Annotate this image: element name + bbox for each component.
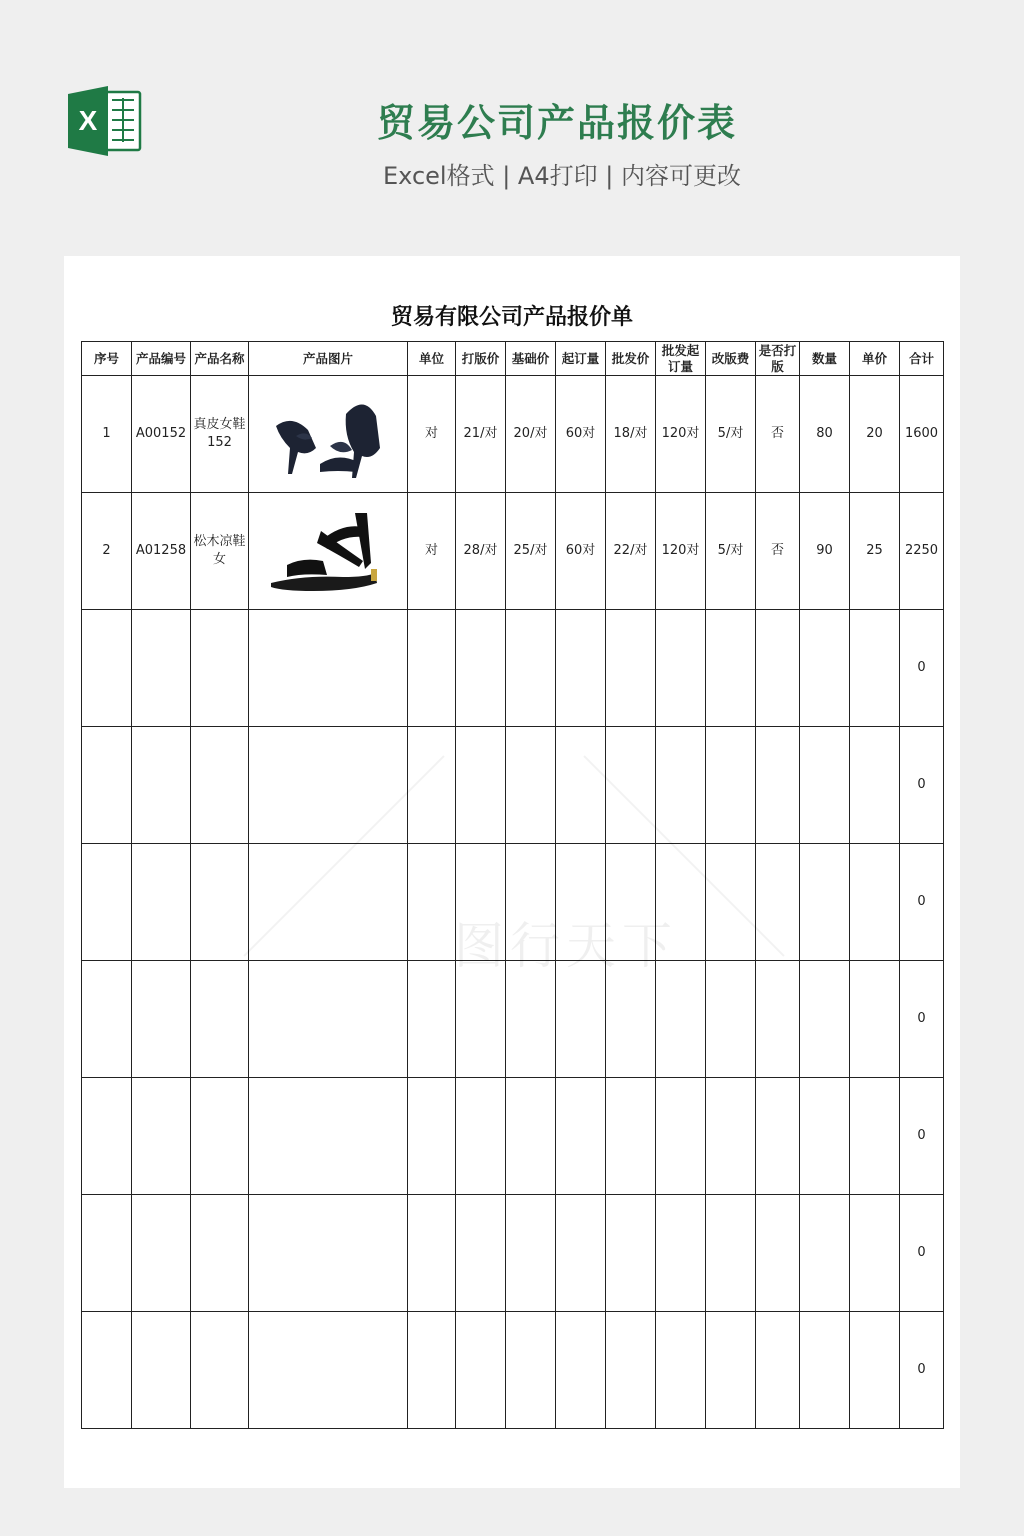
wholesale-price: 18/对 bbox=[613, 426, 648, 441]
product-image-cell[interactable] bbox=[249, 1195, 408, 1312]
unit-price: 25 bbox=[866, 543, 883, 558]
unit-price: 20 bbox=[866, 426, 883, 441]
sample-price-cell[interactable] bbox=[456, 844, 506, 961]
product-image-cell[interactable] bbox=[249, 727, 408, 844]
table-row bbox=[82, 1312, 944, 1429]
quantity-cell[interactable] bbox=[800, 961, 850, 1078]
unit: 对 bbox=[424, 543, 438, 558]
sample-price-cell[interactable] bbox=[456, 1312, 506, 1429]
sampling-flag-cell[interactable] bbox=[756, 1078, 800, 1195]
quote-table bbox=[81, 341, 944, 1429]
sampling-flag-cell[interactable] bbox=[756, 1195, 800, 1312]
row-number-cell[interactable] bbox=[82, 961, 132, 1078]
row-number: 1 bbox=[102, 426, 111, 441]
col-header: 基础价 bbox=[506, 342, 556, 376]
product-image-cell[interactable] bbox=[249, 493, 408, 610]
col-header: 单位 bbox=[408, 342, 456, 376]
base-price-cell[interactable] bbox=[506, 610, 556, 727]
wholesale-price-cell[interactable] bbox=[606, 1195, 656, 1312]
quantity-cell[interactable] bbox=[800, 376, 850, 493]
revision-fee-cell[interactable] bbox=[706, 727, 756, 844]
revision-fee-cell[interactable] bbox=[706, 961, 756, 1078]
col-header: 改版费 bbox=[706, 342, 756, 376]
revision-fee-cell[interactable] bbox=[706, 844, 756, 961]
row-number-cell[interactable] bbox=[82, 1078, 132, 1195]
min-order-cell[interactable] bbox=[556, 1312, 606, 1429]
row-total-cell[interactable] bbox=[900, 1312, 944, 1429]
unit-cell[interactable] bbox=[408, 376, 456, 493]
product-code-cell[interactable] bbox=[132, 1312, 191, 1429]
wholesale-min-order-cell[interactable] bbox=[656, 493, 706, 610]
sampling-flag-cell[interactable] bbox=[756, 376, 800, 493]
min-order-cell[interactable] bbox=[556, 493, 606, 610]
sheet-title: 贸易有限公司产品报价单 bbox=[390, 305, 633, 330]
product-code: A00152 bbox=[135, 426, 187, 441]
col-header: 产品图片 bbox=[249, 342, 408, 376]
col-header: 批发起订量 bbox=[656, 342, 706, 376]
unit-cell[interactable] bbox=[408, 1312, 456, 1429]
sample-price-cell[interactable] bbox=[456, 727, 506, 844]
product-code-cell[interactable] bbox=[132, 493, 191, 610]
wholesale-price-cell[interactable] bbox=[606, 727, 656, 844]
row-number-cell[interactable] bbox=[82, 1195, 132, 1312]
sampling-flag-cell[interactable] bbox=[756, 961, 800, 1078]
page-title: 贸易公司产品报价表 bbox=[376, 101, 737, 145]
base-price-cell[interactable] bbox=[506, 1195, 556, 1312]
product-name-cell[interactable] bbox=[191, 1195, 249, 1312]
col-header: 合计 bbox=[900, 342, 944, 376]
base-price-cell[interactable] bbox=[506, 1312, 556, 1429]
sample-price-cell[interactable] bbox=[456, 376, 506, 493]
col-header: 起订量 bbox=[556, 342, 606, 376]
row-total: 0 bbox=[917, 1362, 926, 1377]
revision-fee-cell[interactable] bbox=[706, 376, 756, 493]
quantity-cell[interactable] bbox=[800, 610, 850, 727]
col-header: 是否打版 bbox=[756, 342, 800, 376]
product-name-cell[interactable] bbox=[191, 1078, 249, 1195]
unit-price-cell[interactable] bbox=[850, 376, 900, 493]
row-number-cell[interactable] bbox=[82, 727, 132, 844]
unit: 对 bbox=[424, 426, 438, 441]
product-code-cell[interactable] bbox=[132, 1195, 191, 1312]
min-order-cell[interactable] bbox=[556, 1195, 606, 1312]
revision-fee-cell[interactable] bbox=[706, 1195, 756, 1312]
product-image-cell[interactable] bbox=[249, 844, 408, 961]
wholesale-price: 22/对 bbox=[613, 543, 648, 558]
wholesale-min-order-cell[interactable] bbox=[656, 844, 706, 961]
row-number-cell[interactable] bbox=[82, 376, 132, 493]
product-code-cell[interactable] bbox=[132, 610, 191, 727]
base-price-cell[interactable] bbox=[506, 1078, 556, 1195]
row-total: 1600 bbox=[904, 426, 939, 441]
min-order-cell[interactable] bbox=[556, 610, 606, 727]
wholesale-price-cell[interactable] bbox=[606, 610, 656, 727]
col-header: 产品编号 bbox=[132, 342, 191, 376]
quote-sheet bbox=[64, 256, 960, 1488]
product-code-cell[interactable] bbox=[132, 961, 191, 1078]
row-total: 0 bbox=[917, 1128, 926, 1143]
quantity-cell[interactable] bbox=[800, 727, 850, 844]
base-price: 25/对 bbox=[513, 543, 548, 558]
row-total-cell[interactable] bbox=[900, 844, 944, 961]
product-image-cell[interactable] bbox=[249, 961, 408, 1078]
unit-price-cell[interactable] bbox=[850, 727, 900, 844]
row-number: 2 bbox=[102, 543, 111, 558]
row-total-cell[interactable] bbox=[900, 727, 944, 844]
min-order-cell[interactable] bbox=[556, 1078, 606, 1195]
product-code-cell[interactable] bbox=[132, 1078, 191, 1195]
wholesale-min-order-cell[interactable] bbox=[656, 376, 706, 493]
base-price-cell[interactable] bbox=[506, 493, 556, 610]
unit-cell[interactable] bbox=[408, 610, 456, 727]
sampling-flag: 否 bbox=[770, 426, 784, 441]
product-code-cell[interactable] bbox=[132, 376, 191, 493]
base-price-cell[interactable] bbox=[506, 727, 556, 844]
watermark-text: 图行天下 bbox=[454, 917, 678, 975]
wholesale-price-cell[interactable] bbox=[606, 376, 656, 493]
product-image-cell[interactable] bbox=[249, 1312, 408, 1429]
sample-price-cell[interactable] bbox=[456, 961, 506, 1078]
wholesale-min-order-cell[interactable] bbox=[656, 1312, 706, 1429]
product-code-cell[interactable] bbox=[132, 844, 191, 961]
wholesale-price-cell[interactable] bbox=[606, 1078, 656, 1195]
min-order-cell[interactable] bbox=[556, 844, 606, 961]
high-heel-shoe-icon bbox=[268, 386, 388, 482]
table-row bbox=[82, 844, 944, 961]
product-name: 松木凉鞋女 bbox=[193, 534, 246, 567]
product-image-cell[interactable] bbox=[249, 610, 408, 727]
product-name-cell[interactable] bbox=[191, 610, 249, 727]
min-order: 60对 bbox=[565, 543, 596, 558]
product-image-cell[interactable] bbox=[249, 376, 408, 493]
quantity-cell[interactable] bbox=[800, 1195, 850, 1312]
wholesale-price-cell[interactable] bbox=[606, 493, 656, 610]
row-total-cell[interactable] bbox=[900, 376, 944, 493]
wholesale-min-order-cell[interactable] bbox=[656, 961, 706, 1078]
col-header: 产品名称 bbox=[191, 342, 249, 376]
base-price-cell[interactable] bbox=[506, 961, 556, 1078]
row-number-cell[interactable] bbox=[82, 1312, 132, 1429]
sampling-flag-cell[interactable] bbox=[756, 844, 800, 961]
product-name-cell[interactable] bbox=[191, 844, 249, 961]
unit-cell[interactable] bbox=[408, 1078, 456, 1195]
quantity-cell[interactable] bbox=[800, 1078, 850, 1195]
table-row bbox=[82, 376, 944, 493]
unit-cell[interactable] bbox=[408, 844, 456, 961]
revision-fee: 5/对 bbox=[717, 426, 744, 441]
unit-price-cell[interactable] bbox=[850, 610, 900, 727]
product-name-cell[interactable] bbox=[191, 493, 249, 610]
quantity-cell[interactable] bbox=[800, 1312, 850, 1429]
row-total-cell[interactable] bbox=[900, 493, 944, 610]
table-row bbox=[82, 961, 944, 1078]
revision-fee: 5/对 bbox=[717, 543, 744, 558]
sample-price: 21/对 bbox=[463, 426, 498, 441]
row-total-cell[interactable] bbox=[900, 610, 944, 727]
sampling-flag-cell[interactable] bbox=[756, 1312, 800, 1429]
sample-price-cell[interactable] bbox=[456, 610, 506, 727]
table-row bbox=[82, 1195, 944, 1312]
min-order-cell[interactable] bbox=[556, 376, 606, 493]
min-order-cell[interactable] bbox=[556, 961, 606, 1078]
sandal-icon bbox=[263, 503, 393, 599]
row-total-cell[interactable] bbox=[900, 1195, 944, 1312]
row-number-cell[interactable] bbox=[82, 844, 132, 961]
row-total: 0 bbox=[917, 777, 926, 792]
row-total-cell[interactable] bbox=[900, 961, 944, 1078]
row-number-cell[interactable] bbox=[82, 493, 132, 610]
sample-price: 28/对 bbox=[463, 543, 498, 558]
quantity-cell[interactable] bbox=[800, 844, 850, 961]
base-price-cell[interactable] bbox=[506, 376, 556, 493]
unit-price-cell[interactable] bbox=[850, 961, 900, 1078]
sample-price-cell[interactable] bbox=[456, 493, 506, 610]
row-total: 0 bbox=[917, 1245, 926, 1260]
wholesale-min-order-cell[interactable] bbox=[656, 610, 706, 727]
table-row bbox=[82, 493, 944, 610]
product-image-cell[interactable] bbox=[249, 1078, 408, 1195]
row-total: 0 bbox=[917, 894, 926, 909]
col-header: 打版价 bbox=[456, 342, 506, 376]
product-name-cell[interactable] bbox=[191, 376, 249, 493]
unit-price-cell[interactable] bbox=[850, 1078, 900, 1195]
base-price: 20/对 bbox=[513, 426, 548, 441]
wholesale-min-order-cell[interactable] bbox=[656, 727, 706, 844]
unit-cell[interactable] bbox=[408, 961, 456, 1078]
col-header: 批发价 bbox=[606, 342, 656, 376]
revision-fee-cell[interactable] bbox=[706, 1312, 756, 1429]
unit-price-cell[interactable] bbox=[850, 1195, 900, 1312]
row-total: 0 bbox=[917, 1011, 926, 1026]
table-row bbox=[82, 727, 944, 844]
sampling-flag: 否 bbox=[770, 543, 784, 558]
col-header: 数量 bbox=[800, 342, 850, 376]
col-header: 单价 bbox=[850, 342, 900, 376]
unit-cell[interactable] bbox=[408, 493, 456, 610]
min-order: 60对 bbox=[565, 426, 596, 441]
quantity-cell[interactable] bbox=[800, 493, 850, 610]
wholesale-min-order: 120对 bbox=[661, 543, 700, 558]
row-number-cell[interactable] bbox=[82, 610, 132, 727]
wholesale-min-order: 120对 bbox=[661, 426, 700, 441]
table-row bbox=[82, 610, 944, 727]
sample-price-cell[interactable] bbox=[456, 1195, 506, 1312]
row-total: 0 bbox=[917, 660, 926, 675]
excel-logo-letter: X bbox=[78, 105, 98, 136]
unit-price-cell[interactable] bbox=[850, 844, 900, 961]
product-name: 真皮女鞋152 bbox=[193, 417, 246, 450]
table-header-row bbox=[82, 342, 944, 376]
unit-price-cell[interactable] bbox=[850, 493, 900, 610]
wholesale-min-order-cell[interactable] bbox=[656, 1195, 706, 1312]
col-header: 序号 bbox=[82, 342, 132, 376]
revision-fee-cell[interactable] bbox=[706, 610, 756, 727]
unit-price-cell[interactable] bbox=[850, 1312, 900, 1429]
product-name-cell[interactable] bbox=[191, 1312, 249, 1429]
wholesale-price-cell[interactable] bbox=[606, 1312, 656, 1429]
table-row bbox=[82, 1078, 944, 1195]
wholesale-min-order-cell[interactable] bbox=[656, 1078, 706, 1195]
wholesale-price-cell[interactable] bbox=[606, 961, 656, 1078]
sampling-flag-cell[interactable] bbox=[756, 727, 800, 844]
product-name-cell[interactable] bbox=[191, 727, 249, 844]
product-name-cell[interactable] bbox=[191, 961, 249, 1078]
row-total: 2250 bbox=[904, 543, 939, 558]
base-price-cell[interactable] bbox=[506, 844, 556, 961]
wholesale-price-cell[interactable] bbox=[606, 844, 656, 961]
revision-fee-cell[interactable] bbox=[706, 1078, 756, 1195]
sampling-flag-cell[interactable] bbox=[756, 493, 800, 610]
product-code: A01258 bbox=[135, 543, 187, 558]
page-subtitle: Excel格式 | A4打印 | 内容可更改 bbox=[383, 162, 741, 190]
row-total-cell[interactable] bbox=[900, 1078, 944, 1195]
quantity: 80 bbox=[816, 426, 833, 441]
sampling-flag-cell[interactable] bbox=[756, 610, 800, 727]
unit-cell[interactable] bbox=[408, 727, 456, 844]
unit-cell[interactable] bbox=[408, 1195, 456, 1312]
min-order-cell[interactable] bbox=[556, 727, 606, 844]
sample-price-cell[interactable] bbox=[456, 1078, 506, 1195]
product-code-cell[interactable] bbox=[132, 727, 191, 844]
quantity: 90 bbox=[816, 543, 833, 558]
revision-fee-cell[interactable] bbox=[706, 493, 756, 610]
